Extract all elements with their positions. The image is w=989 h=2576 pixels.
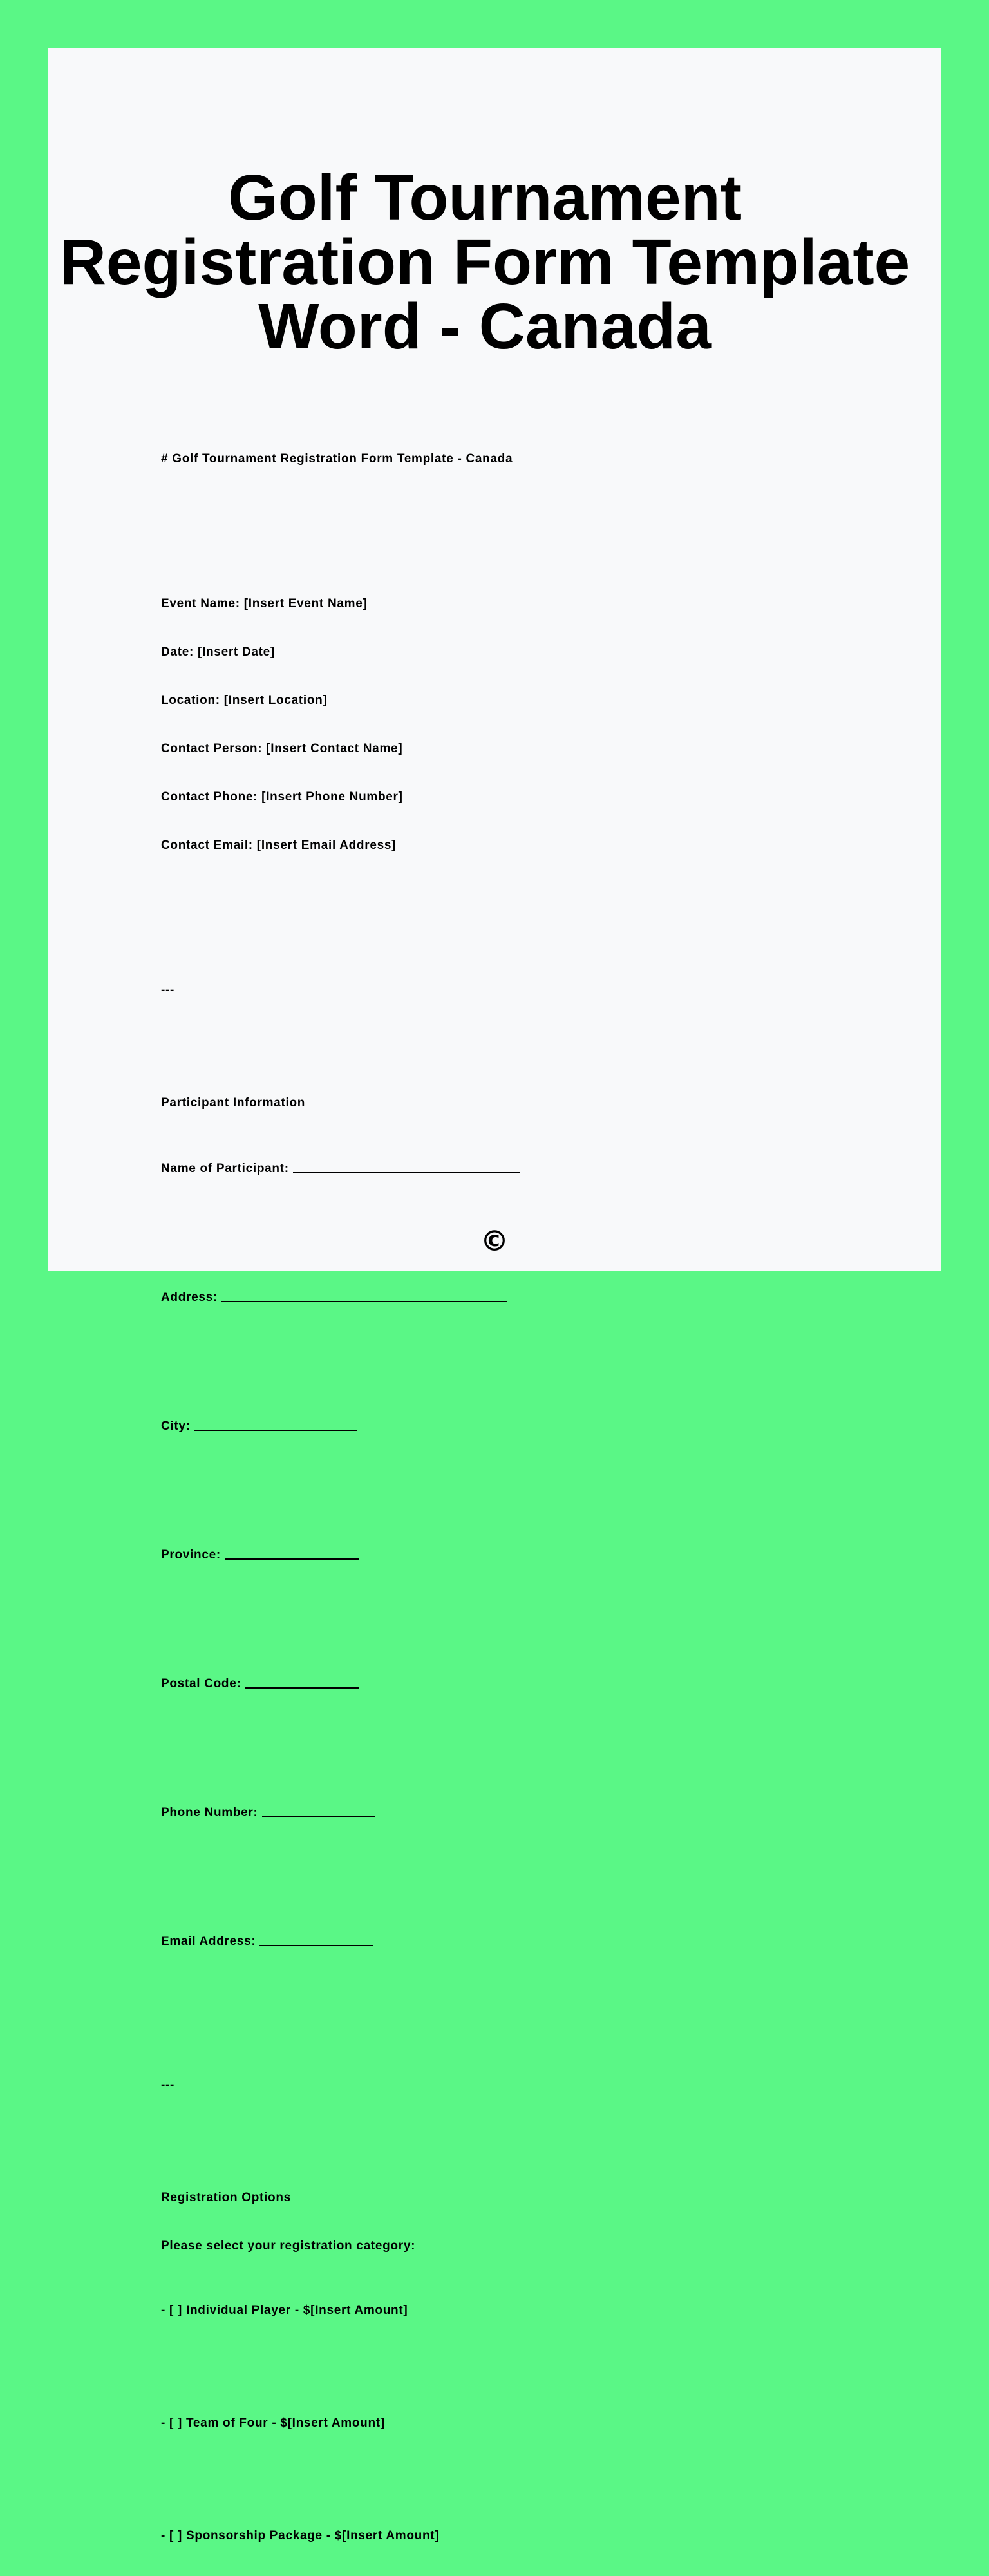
participant-heading: Participant Information — [161, 1096, 306, 1110]
registration-heading: Registration Options — [161, 2191, 291, 2204]
separator: --- — [161, 983, 175, 997]
email-address-field[interactable] — [161, 1932, 869, 1948]
title-line-3: Word - Canada — [258, 290, 711, 363]
address-input[interactable] — [221, 1289, 507, 1302]
event-location-line: Location: [Insert Location] — [161, 694, 328, 707]
province-input[interactable] — [225, 1547, 359, 1560]
separator: --- — [161, 2078, 175, 2092]
field-label: City: — [161, 1419, 191, 1433]
contact-email-line: Contact Email: [Insert Email Address] — [161, 838, 397, 852]
phone-number-input[interactable] — [262, 1804, 375, 1817]
contact-phone-line: Contact Phone: [Insert Phone Number] — [161, 790, 403, 804]
document-page — [48, 48, 941, 2543]
event-date-line: Date: [Insert Date] — [161, 645, 275, 659]
contact-person-line: Contact Person: [Insert Contact Name] — [161, 742, 403, 755]
event-name-line: Event Name: [Insert Event Name] — [161, 597, 368, 611]
postal-code-input[interactable] — [245, 1676, 359, 1689]
title-line-1: Golf Tournament — [227, 162, 742, 234]
option-individual-player[interactable]: - [ ] Individual Player - $[Insert Amount] — [161, 2304, 408, 2317]
city-field[interactable] — [161, 1417, 869, 1433]
phone-number-field[interactable] — [161, 1803, 869, 1819]
address-field[interactable] — [161, 1288, 869, 1304]
title-line-2: Registration Form Template — [59, 226, 910, 298]
field-label: Address: — [161, 1291, 218, 1304]
copyright-icon: © — [480, 1225, 509, 1258]
participant-name-field[interactable] — [161, 1159, 869, 1175]
field-label: Province: — [161, 1548, 221, 1562]
field-label: Email Address: — [161, 1935, 256, 1948]
field-label: Phone Number: — [161, 1806, 258, 1819]
province-field[interactable] — [161, 1546, 869, 1562]
option-team-of-four[interactable]: - [ ] Team of Four - $[Insert Amount] — [161, 2416, 385, 2430]
form-body — [161, 419, 869, 2576]
email-address-input[interactable] — [259, 1933, 373, 1946]
registration-prompt: Please select your registration category: — [161, 2239, 416, 2253]
postal-code-field[interactable] — [161, 1674, 869, 1690]
form-heading: # Golf Tournament Registration Form Template - Canada — [161, 452, 513, 466]
field-label: Postal Code: — [161, 1677, 241, 1690]
page-title — [48, 162, 921, 363]
participant-name-input[interactable] — [293, 1160, 520, 1173]
event-info — [161, 564, 869, 886]
field-label: Name of Participant: — [161, 1162, 289, 1175]
option-sponsorship-package[interactable]: - [ ] Sponsorship Package - $[Insert Amount] — [161, 2529, 440, 2543]
city-input[interactable] — [194, 1418, 357, 1431]
